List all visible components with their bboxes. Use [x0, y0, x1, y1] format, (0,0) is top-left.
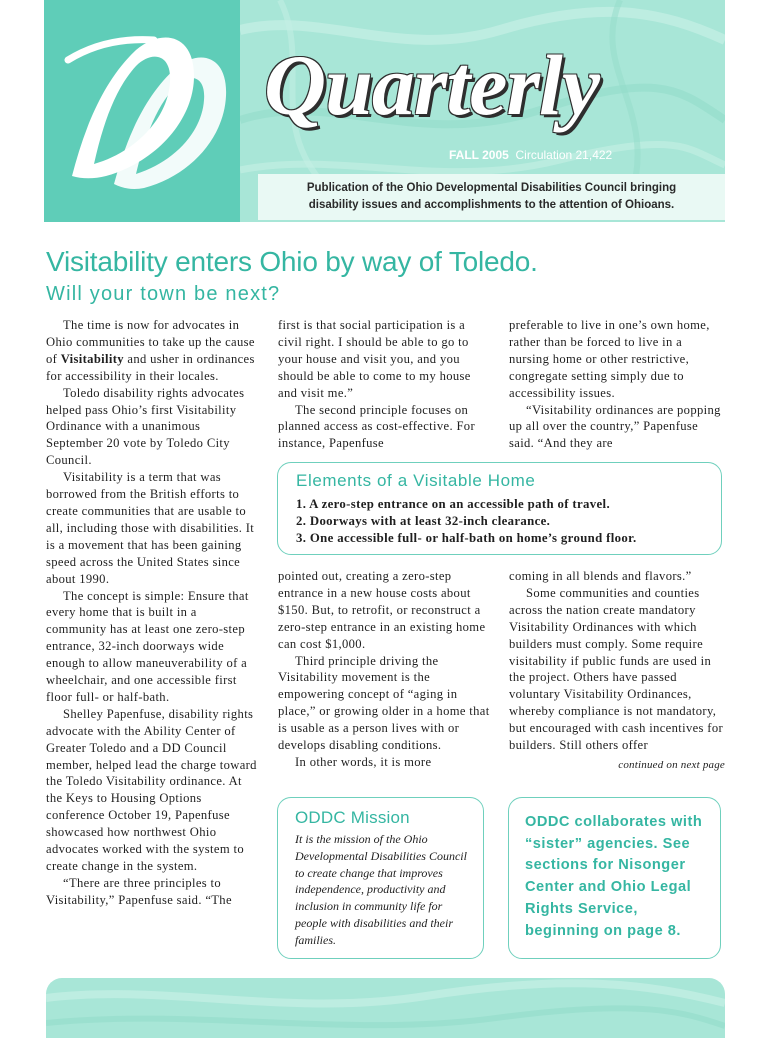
paragraph: “There are three principles to Visitability,” Papenfuse said. “The	[46, 875, 232, 907]
keyword-visitability: Visitability	[60, 351, 124, 366]
circulation: Circulation 21,422	[515, 148, 613, 162]
paragraph: Visitability is a term that was borrowed from the British efforts to create communities that are usable to all, including those with disabilities. It is a movement that has been gaining speed across the United States since about 1990.	[46, 470, 255, 586]
tagline-line-1: Publication of the Ohio Developmental Disabilities Council bringing	[306, 182, 677, 194]
elements-sidebar-box	[277, 462, 722, 555]
masthead-banner	[240, 0, 725, 222]
dd-logo-icon	[44, 0, 240, 222]
article-column-2-top	[278, 317, 492, 452]
paragraph: Toledo disability rights advocates helped pass Ohio’s first Visitability Ordinance with a unanimous September 20 vote by Toledo City Council.	[46, 385, 245, 468]
elements-box-title: Elements of a Visitable Home	[296, 471, 536, 490]
paragraph: The concept is simple: Ensure that every home that is built in a community has at least one zero-step entrance, 32-inch doorways wide enough to allow maneuverability of a wheelchair, and one accessible first floor full- or half-bath.	[46, 588, 249, 704]
tagline	[258, 174, 725, 220]
paragraph: pointed out, creating a zero-step entrance in a new house costs about $150. But, to retrofit, or reconstruct a zero-step entrance in an existing home can cost $1,000.	[278, 569, 486, 651]
article-column-3-bottom	[509, 568, 725, 774]
paragraph: coming in all blends and flavors.”	[509, 569, 692, 583]
edition-season: FALL 2005	[449, 148, 509, 162]
logo-block	[44, 0, 240, 222]
mission-text: It is the mission of the Ohio Developmental Disabilities Council to create change that improves independence, productivity and inclusion in community life for people with disabilities and their families.	[295, 832, 467, 947]
elements-list	[296, 496, 637, 547]
paragraph: first is that social participation is a civil right. I should be able to go to your house and visit you, and you should be able to come to my house and visit me.”	[278, 318, 471, 400]
continued-link[interactable]: continued on next page	[618, 758, 725, 771]
collaboration-text: ODDC collaborates with “sister” agencies. See sections for Nisonger Center and Ohio Legal Rights Service, beginning on page 8.	[525, 814, 703, 939]
article-subheadline: Will your town be next?	[46, 283, 281, 305]
list-item: 1. A zero-step entrance on an accessible path of travel.	[296, 497, 611, 511]
paragraph: preferable to live in one’s own home, rather than be forced to live in a nursing home or other restrictive, congregate setting simply due to accessibility issues.	[509, 318, 710, 400]
list-item: 3. One accessible full- or half-bath on home’s ground floor.	[296, 531, 637, 545]
list-item: 2. Doorways with at least 32-inch clearance.	[296, 514, 551, 528]
footer-band	[46, 978, 725, 1038]
mission-title: ODDC Mission	[295, 808, 410, 827]
tagline-line-2: disability issues and accomplishments to the attention of Ohioans.	[308, 199, 675, 211]
paragraph: The time is now for advocates in Ohio communities to take up the cause of Visitability and usher in ordinances for accessibility in their locales.	[46, 318, 255, 383]
paragraph: Third principle driving the Visitability movement is the empowering concept of “aging in place,” or growing older in a home that is usable as a person lives with or develops disabling conditions.	[278, 653, 490, 753]
article-column-2-bottom	[278, 568, 492, 771]
paragraph: Some communities and counties across the nation create mandatory Visitability Ordinances with which builders must comply. Some require visitability if public funds are used in the project. Others have passed voluntary Visitability Ordinances, whereby compliance is not mandatory, but encouraged with cash incentives for builders. Still others offer	[509, 585, 724, 753]
paragraph: The second principle focuses on planned access as cost-effective. For instance, Papenfuse	[278, 402, 475, 451]
edition-line	[449, 148, 612, 162]
paragraph: Shelley Papenfuse, disability rights advocate with the Ability Center of Greater Toledo and a DD Council member, helped lead the charge toward the Toledo Visitability ordinance. At the Keys to Housing Options conference October 19, Papenfuse showcased how northwest Ohio advocates worked with the system to create change in the system.	[46, 706, 257, 873]
paragraph: “Visitability ordinances are popping up all over the country,” Papenfuse said. “And they are	[509, 402, 721, 451]
article-column-1	[46, 317, 258, 909]
mission-box	[277, 797, 484, 959]
article-column-3-top	[509, 317, 725, 452]
paragraph: In other words, it is more	[295, 754, 432, 769]
collaboration-box	[508, 797, 721, 959]
publication-title: Quarterly	[264, 37, 599, 133]
marble-texture	[46, 978, 725, 1038]
article-headline: Visitability enters Ohio by way of Toledo.	[46, 246, 538, 277]
